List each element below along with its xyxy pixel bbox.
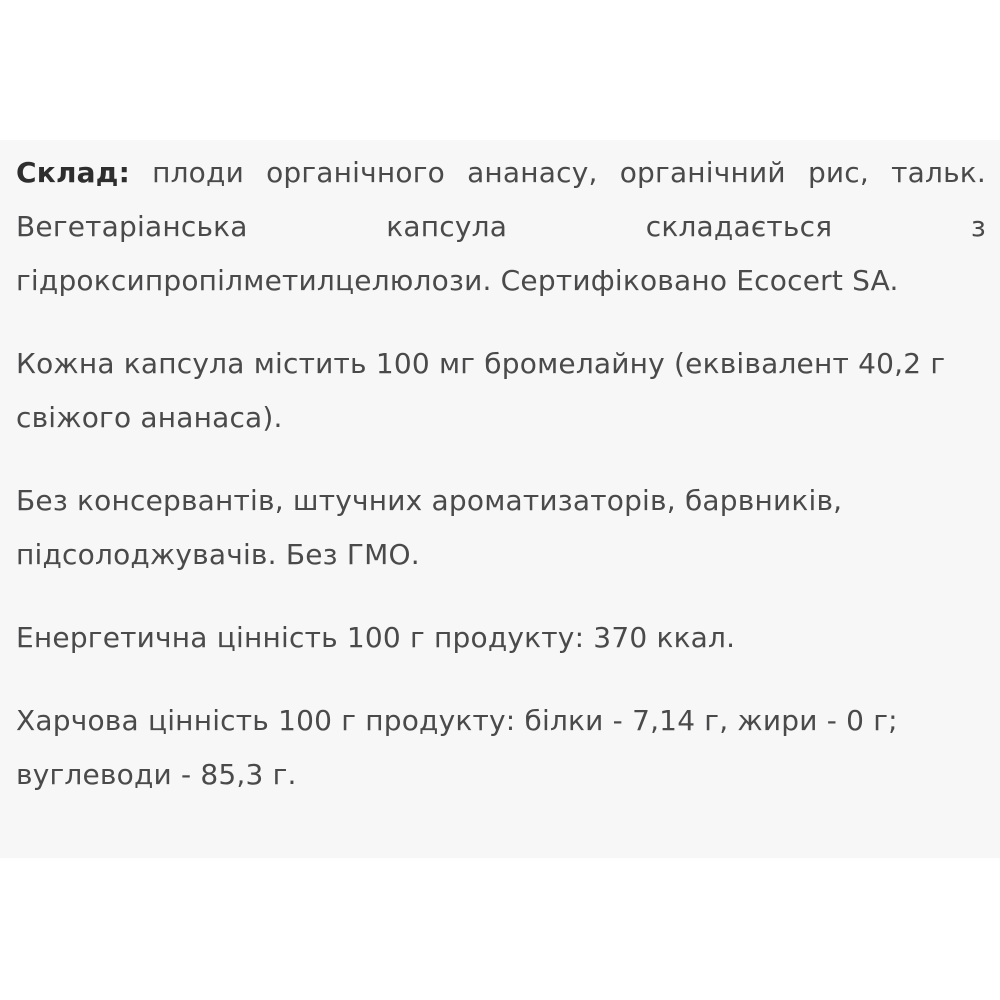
composition-text: плоди органічного ананасу, органічний рис, тальк. Вегетаріанська капсула складається з гідроксипропілметилцелюлози. Сертифіковано Ecocert SA. [16,156,986,297]
free-from-paragraph: Без консервантів, штучних ароматизаторів, барвників, підсолоджувачів. Без ГМО. [16,484,843,571]
composition-paragraph [16,146,986,308]
product-description-panel [0,140,1000,858]
nutrition-value-paragraph: Харчова цінність 100 г продукту: білки - 7,14 г, жири - 0 г; вуглеводи - 85,3 г. [16,704,898,791]
energy-value-paragraph: Енергетична цінність 100 г продукту: 370 ккал. [16,621,736,654]
capsule-content-paragraph: Кожна капсула містить 100 мг бромелайну (еквівалент 40,2 г свіжого ананаса). [16,347,946,434]
composition-label: Склад: [16,156,130,189]
